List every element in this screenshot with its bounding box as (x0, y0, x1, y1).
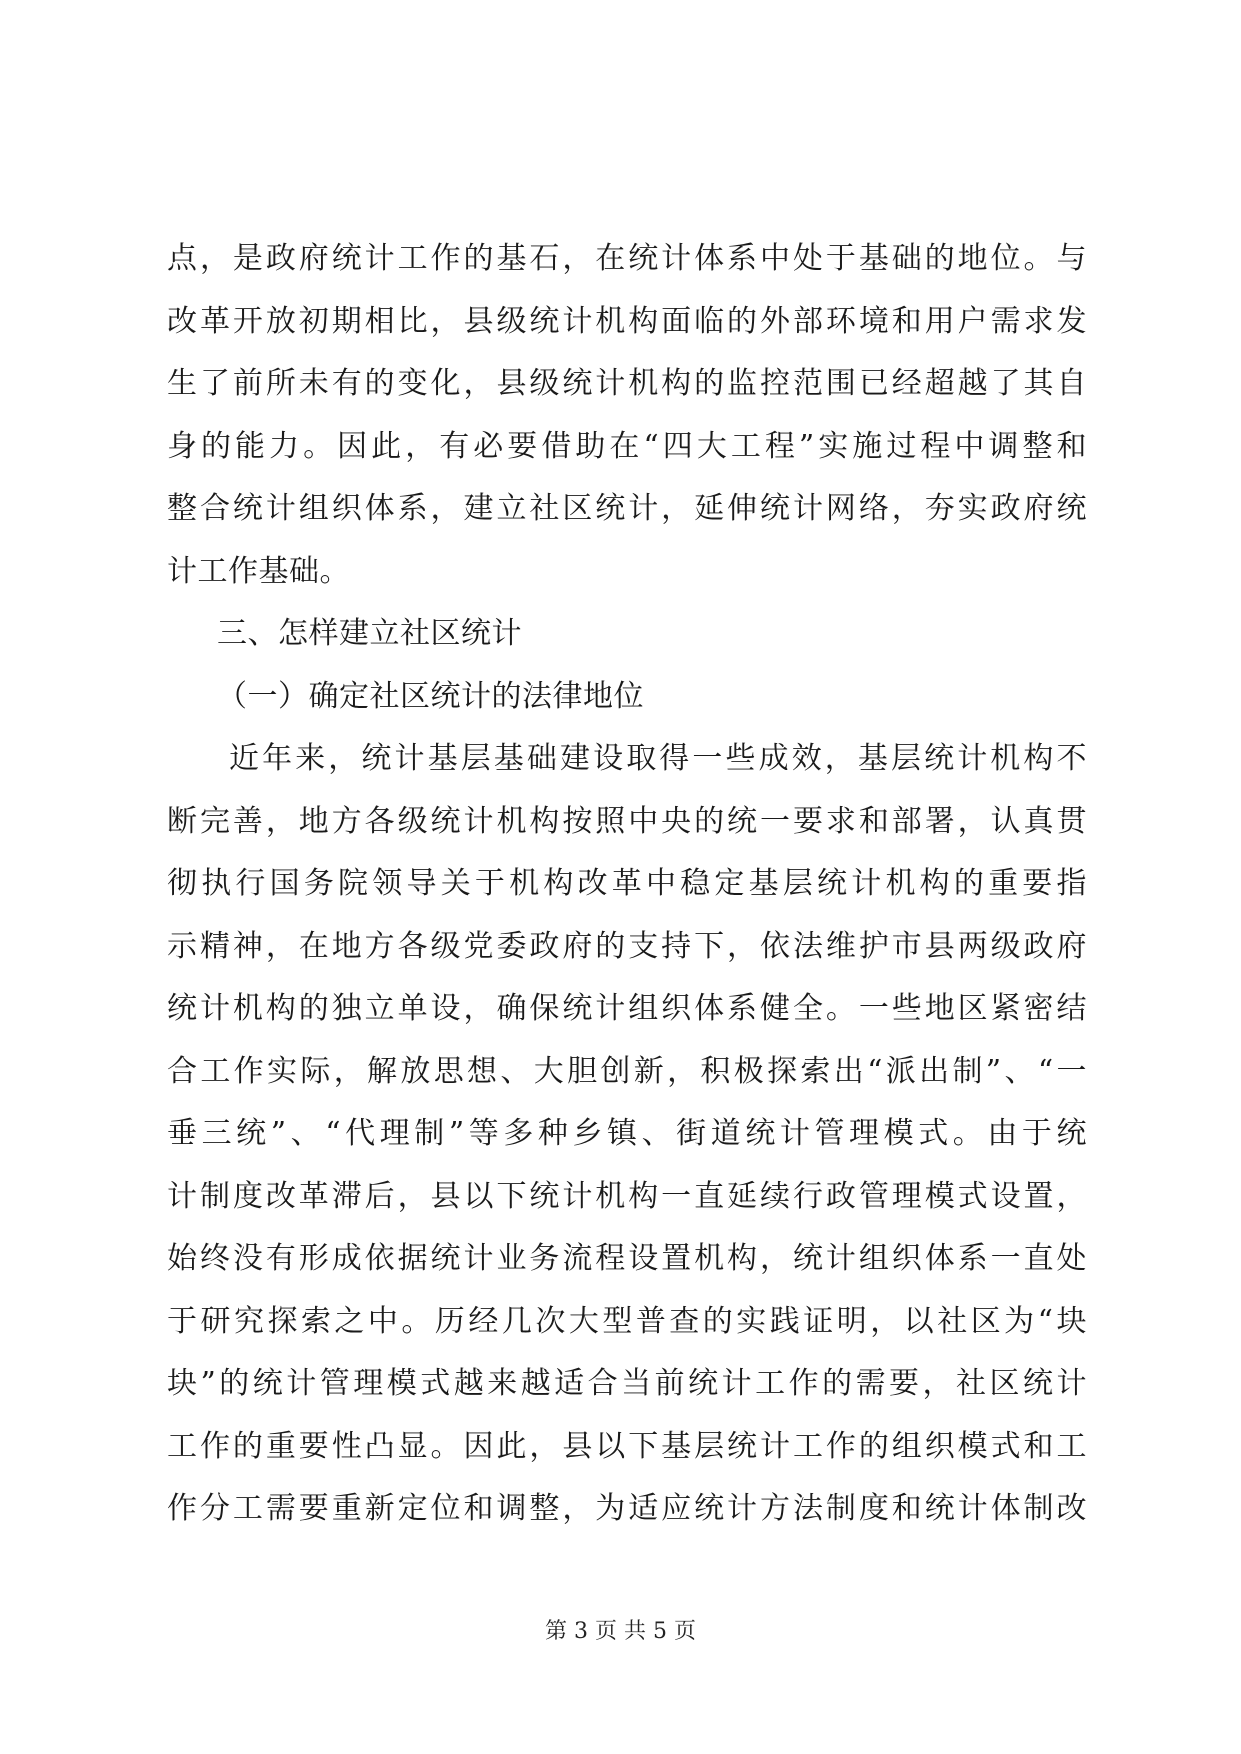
section-heading: 三、怎样建立社区统计 (217, 616, 522, 651)
text-line: 于研究探索之中。历经几次大型普查的实践证明，以社区为“块 (167, 1303, 1087, 1339)
text-line: 作分工需要重新定位和调整，为适应统计方法制度和统计体制改 (167, 1491, 1087, 1526)
text-line: 点，是政府统计工作的基石，在统计体系中处于基础的地位。与 (167, 241, 1087, 276)
text-line: 示精神，在地方各级党委政府的支持下，依法维护市县两级政府 (167, 928, 1087, 964)
text-line: 生了前所未有的变化，县级统计机构的监控范围已经超越了其自 (167, 366, 1087, 401)
text-line: 彻执行国务院领导关于机构改革中稳定基层统计机构的重要指 (167, 866, 1087, 901)
text-line: 改革开放初期相比，县级统计机构面临的外部环境和用户需求发 (167, 303, 1087, 339)
paragraph-first-line: 近年来，统计基层基础建设取得一些成效，基层统计机构不 (229, 741, 1087, 776)
text-line: 合工作实际，解放思想、大胆创新，积极探索出“派出制”、“一 (167, 1053, 1087, 1089)
text-line: 始终没有形成依据统计业务流程设置机构，统计组织体系一直处 (167, 1241, 1087, 1276)
text-line: 断完善，地方各级统计机构按照中央的统一要求和部署，认真贯 (167, 803, 1087, 839)
text-line: 块”的统计管理模式越来越适合当前统计工作的需要，社区统计 (167, 1366, 1087, 1401)
page-number-footer: 第 3 页 共 5 页 (545, 1619, 696, 1644)
text-line: 垂三统”、“代理制”等多种乡镇、街道统计管理模式。由于统 (167, 1116, 1087, 1151)
text-line: 工作的重要性凸显。因此，县以下基层统计工作的组织模式和工 (167, 1428, 1087, 1464)
text-line: 计制度改革滞后，县以下统计机构一直延续行政管理模式设置， (167, 1178, 1087, 1214)
text-line: 身的能力。因此，有必要借助在“四大工程”实施过程中调整和 (167, 428, 1087, 464)
text-line: 计工作基础。 (167, 553, 350, 589)
document-body (167, 228, 1087, 1541)
subsection-heading: （一）确定社区统计的法律地位 (217, 678, 644, 714)
text-line: 统计机构的独立单设，确保统计组织体系健全。一些地区紧密结 (167, 991, 1087, 1026)
text-line: 整合统计组织体系，建立社区统计，延伸统计网络，夯实政府统 (167, 491, 1087, 526)
